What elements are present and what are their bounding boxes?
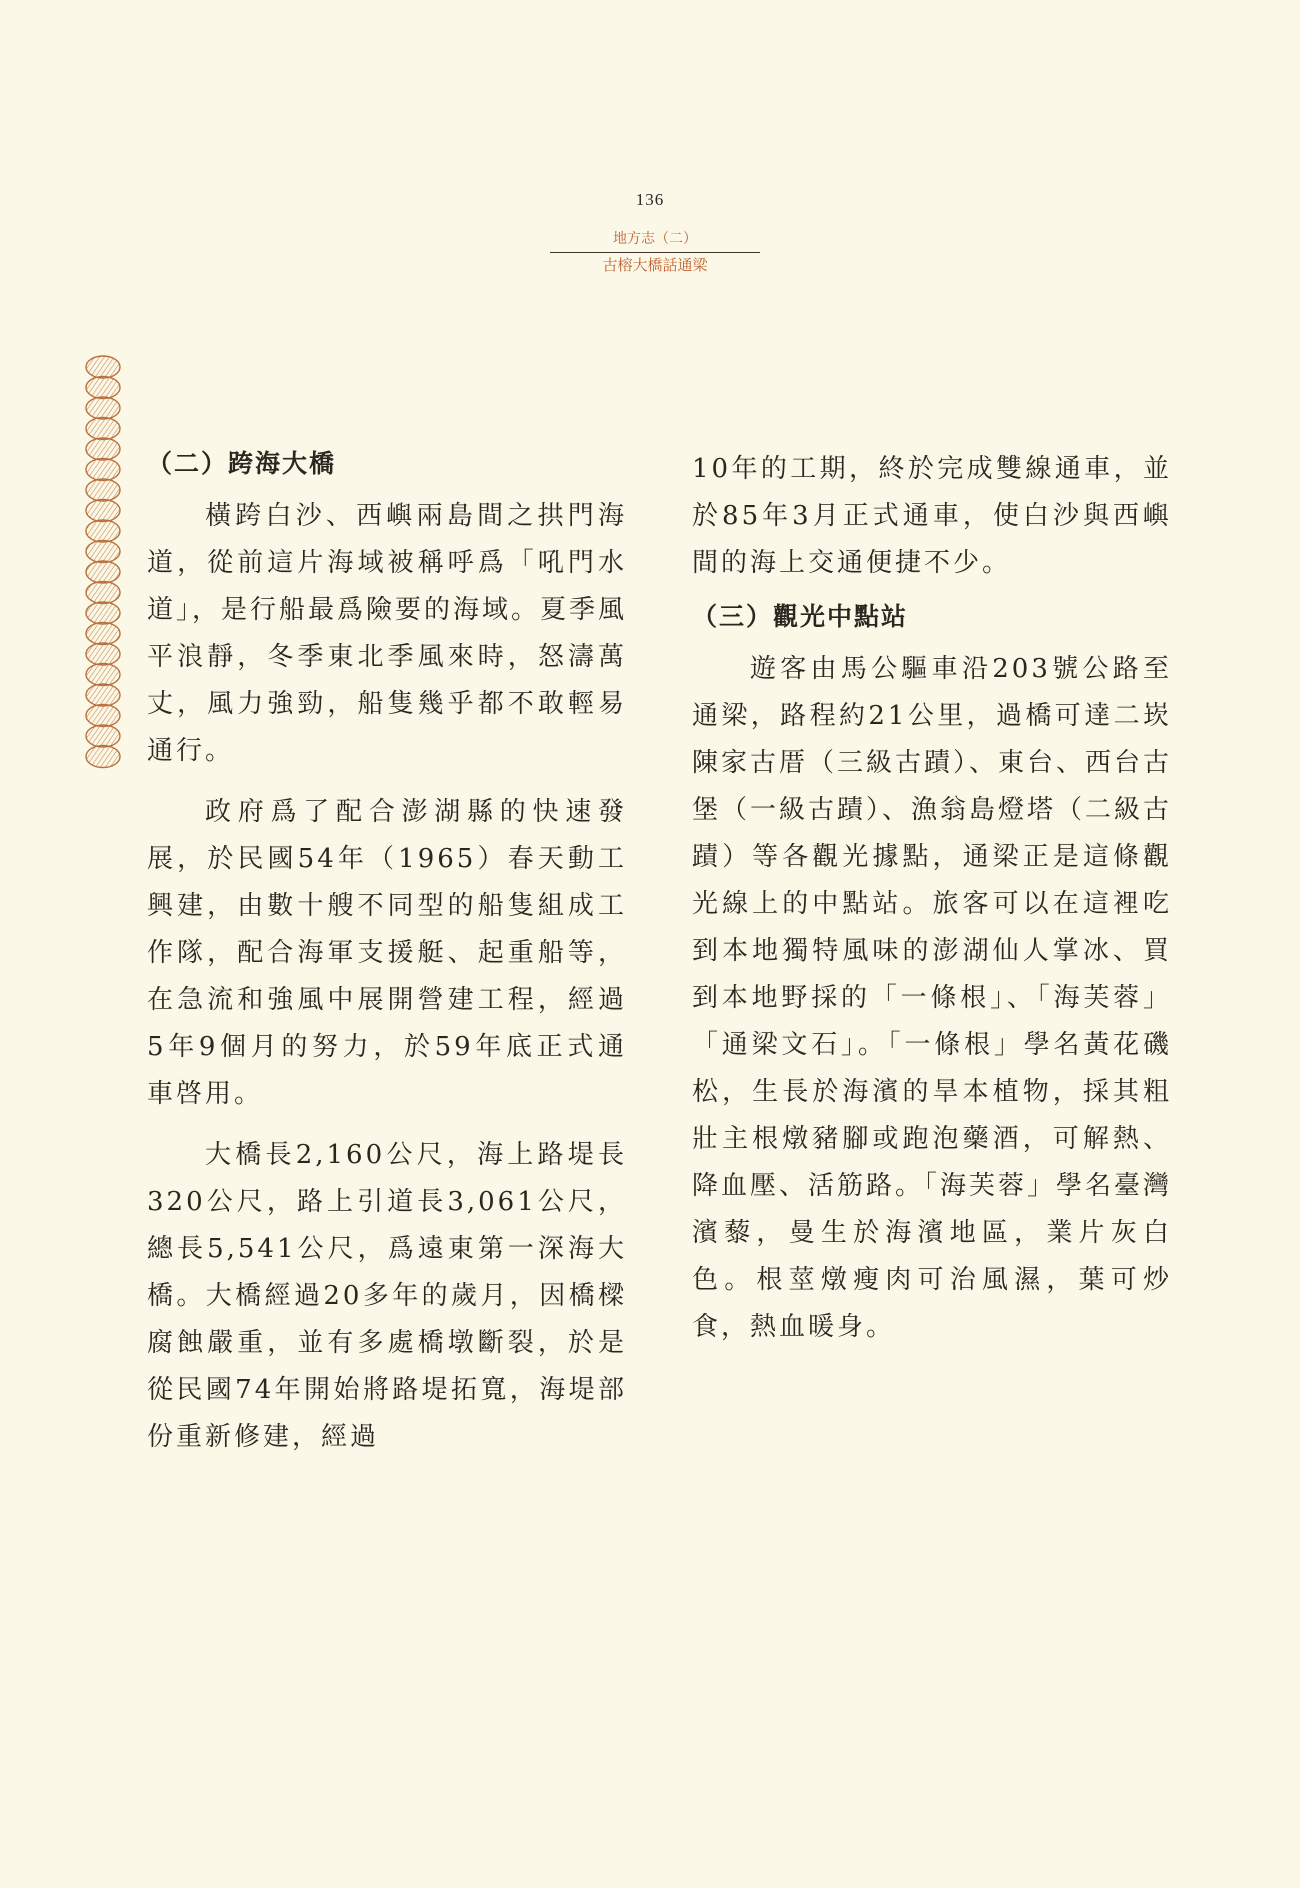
section-heading-cross-sea-bridge: （二）跨海大橋 <box>147 449 337 478</box>
paragraph-tourism: 遊客由馬公驅車沿203號公路至通梁，路程約21公里，過橋可達二崁陳家古厝（三級古蹟）、東台、西台古堡（一級古蹟）、漁翁島燈塔（二級古蹟）等各觀光據點，通梁正是這條觀光線上的中點站。旅客可以在這裡吃到本地獨特風味的澎湖仙人掌冰、買到本地野採的「一條根」、「海芙蓉」「通梁文石」。「一條根」學名黃花磯松，生長於海濱的旱本植物，採其粗壯主根燉豬腳或跑泡藥酒，可解熱、降血壓、活筋路。「海芙蓉」學名臺灣濱藜，曼生於海濱地區，業片灰白色。根莖燉瘦肉可治風濕，葉可炒食，熱血暖身。 <box>692 654 1173 1342</box>
chain-link <box>86 623 120 645</box>
paragraph-construction: 政府爲了配合澎湖縣的快速發展，於民國54年（1965）春天動工興建，由數十艘不同型的船隻組成工作隊，配合海軍支援艇、起重船等，在急流和強風中展開營建工程，經過5年9個月的努力，於59年底正式通車啓用。 <box>147 797 627 1109</box>
page-number: 136 <box>635 190 665 209</box>
running-head <box>550 228 760 275</box>
chain-link <box>86 561 120 583</box>
chain-link <box>86 746 120 768</box>
chain-link <box>86 705 120 727</box>
chain-link <box>86 643 120 665</box>
paragraph-continuation: 10年的工期，終於完成雙線通車，並於85年3月正式通車，使白沙與西嶼間的海上交通便捷不少。 <box>692 454 1172 578</box>
chain-link <box>86 479 120 501</box>
chain-link <box>86 602 120 624</box>
chain-link <box>86 520 120 542</box>
chain-link <box>86 377 120 399</box>
running-head-chapter: 古榕大橋話通梁 <box>602 256 708 274</box>
running-head-section: 地方志（二） <box>613 231 697 247</box>
chain-ornament-icon <box>81 355 125 775</box>
paragraph-bridge-length: 大橋長2,160公尺，海上路堤長320公尺，路上引道長3,061公尺，總長5,541公尺，爲遠東第一深海大橋。大橋經過20多年的歲月，因橋樑腐蝕嚴重，並有多處橋墩斷裂，於是從民國74年開始將路堤拓寬，海堤部份重新修建，經過 <box>147 1140 627 1452</box>
decorative-chain-ornament <box>81 355 125 775</box>
right-column <box>692 446 1172 1351</box>
chain-link <box>86 438 120 460</box>
chain-link <box>86 459 120 481</box>
chain-link <box>86 418 120 440</box>
chain-link <box>86 582 120 604</box>
left-column <box>147 440 627 1461</box>
running-head-rule <box>550 252 760 253</box>
chain-link <box>86 664 120 686</box>
chain-link <box>86 684 120 706</box>
chain-link <box>86 541 120 563</box>
chain-link <box>86 725 120 747</box>
section-heading-tourism-stop: （三）觀光中點站 <box>692 602 909 631</box>
chain-link <box>86 356 120 378</box>
chain-link <box>86 397 120 419</box>
paragraph-channel: 橫跨白沙、西嶼兩島間之拱門海道，從前這片海域被稱呼爲「吼門水道」，是行船最爲險要的海域。夏季風平浪靜，冬季東北季風來時，怒濤萬丈，風力強勁，船隻幾乎都不敢輕易通行。 <box>147 501 628 766</box>
chain-link <box>86 500 120 522</box>
